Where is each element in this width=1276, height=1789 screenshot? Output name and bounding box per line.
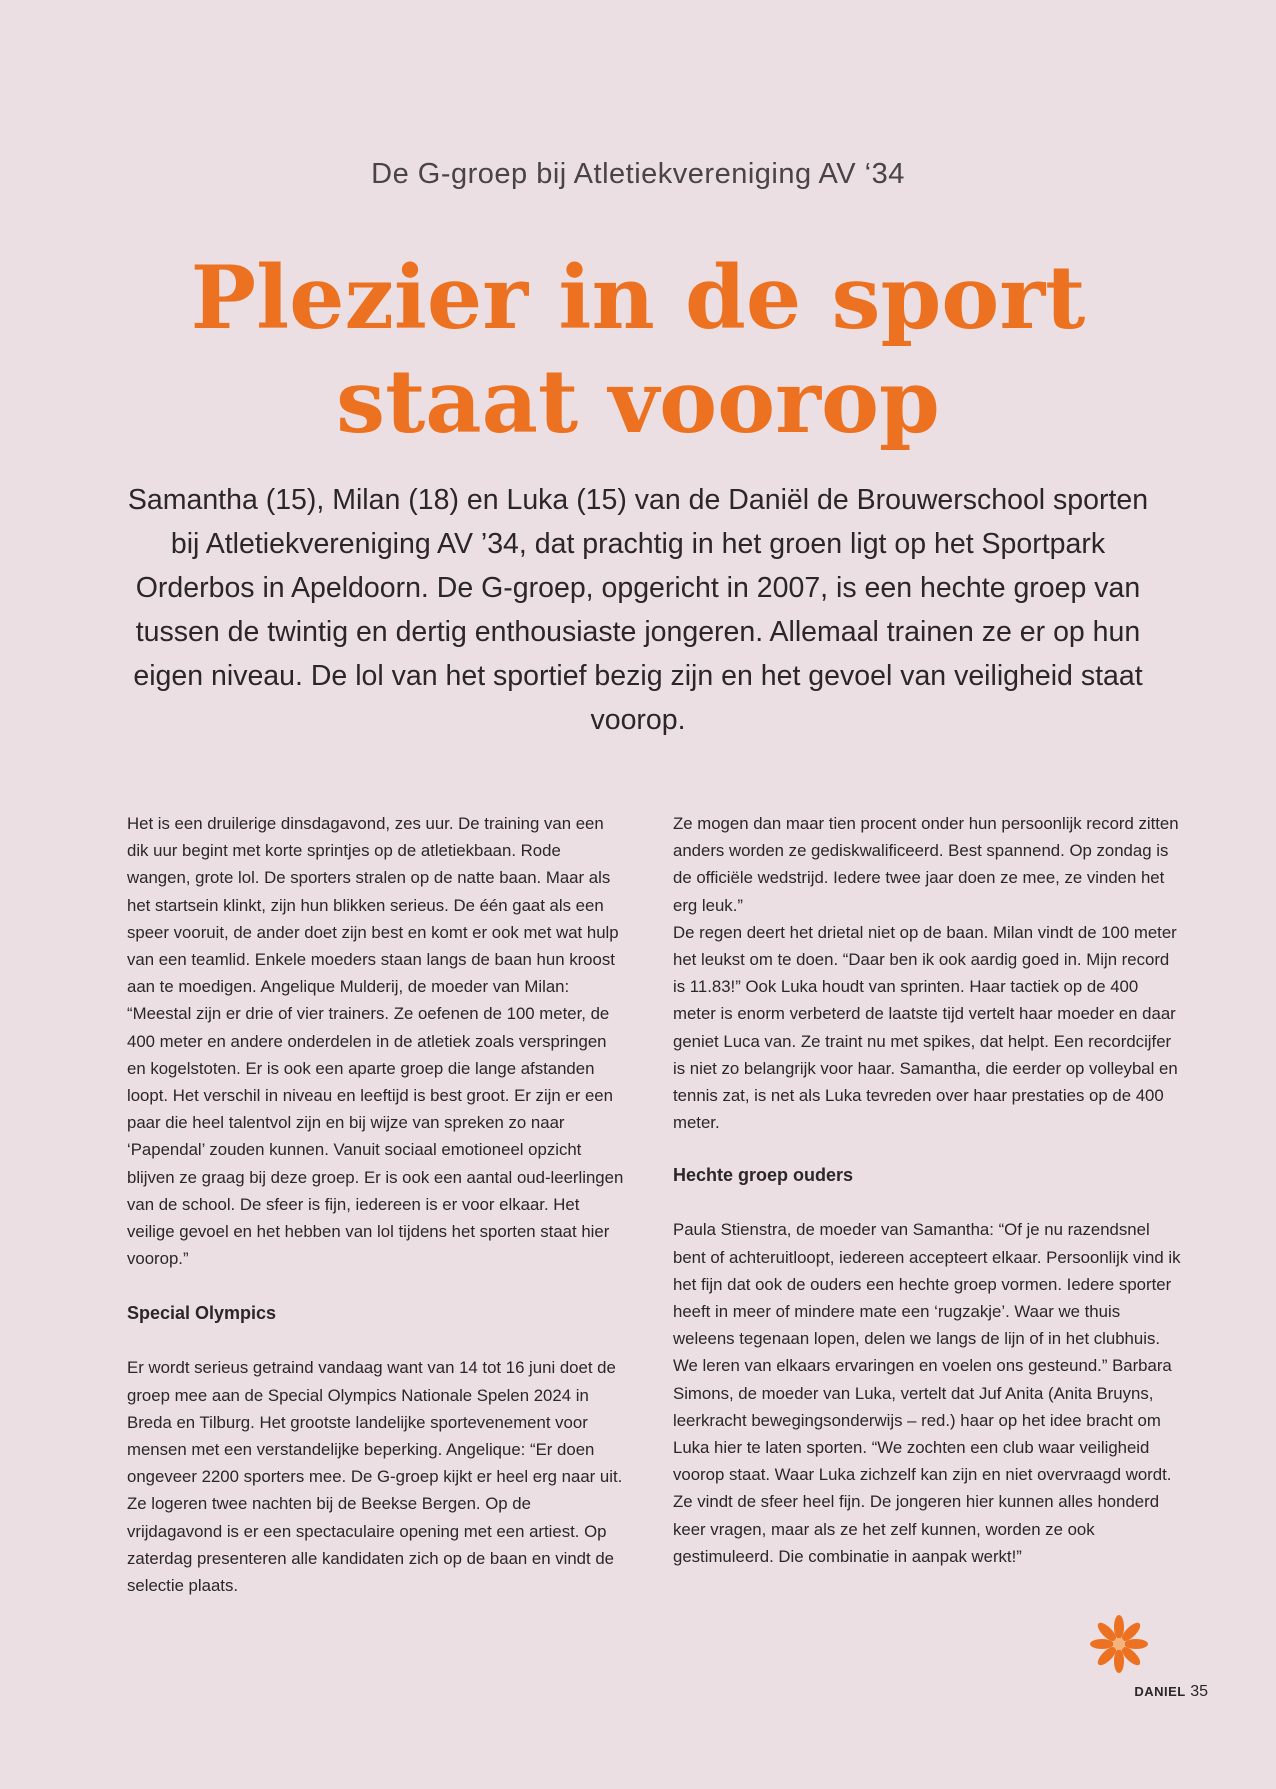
- article-intro: Samantha (15), Milan (18) en Luka (15) van de Daniël de Brouwerschool sporten bij Atletiekvereniging AV ’34, dat prachtig in het groen ligt op het Sportpark Orderbos in Apeldoorn. De G-groep, opgericht in 2007, is een hechte groep van tussen de twintig en dertig enthousiaste jongeren. Allemaal trainen ze er op hun eigen niveau. De lol van het sportief bezig zijn en het gevoel van veiligheid staat voorop.: [127, 484, 1149, 736]
- article-title: [0, 246, 1276, 454]
- body-paragraph: Paula Stienstra, de moeder van Samantha: “Of je nu razendsnel bent of achteruitloopt, iedereen accepteert elkaar. Persoonlijk vind ik het fijn dat ook de ouders een hechte groep vormen. Iedere sporter heeft in meer of mindere mate een ‘rugzakje’. Waar we thuis weleens tegenaan lopen, delen we langs de lijn of in het clubhuis. We leren van elkaars ervaringen en voelen ons gesteund.” Barbara Simons, de moeder van Luka, vertelt dat Juf Anita (Anita Bruyns, leerkracht bewegingsonderwijs – red.) haar op het idee bracht om Luka hier te laten sporten. “We zochten een club waar veiligheid voorop staat. Waar Luka zichzelf kan zijn en niet overvraagd wordt. Ze vindt de sfeer heel fijn. De jongeren hier kunnen alles honderd keer vragen, maar als ze het zelf kunnen, worden ze ook gestimuleerd. Die combinatie in aanpak werkt!”: [673, 1220, 1181, 1566]
- page-footer: [1134, 1683, 1208, 1701]
- article-kicker: De G-groep bij Atletiekvereniging AV ‘34: [371, 158, 905, 190]
- section-heading: Special Olympics: [127, 1303, 277, 1324]
- body-paragraph: De regen deert het drietal niet op de baan. Milan vindt de 100 meter het leukst om te doen. “Daar ben ik ook aardig goed in. Mijn record is 11.83!” Ook Luka houdt van sprinten. Haar tactiek op de 400 meter is enorm verbeterd de laatste tijd vertelt haar moeder en daar geniet Luca van. Ze traint nu met spikes, dat helpt. Een recordcijfer is niet zo belangrijk voor haar. Samantha, die eerder op volleybal en tennis zat, is net als Luka tevreden over haar prestaties op de 400 meter.: [673, 922, 1178, 1133]
- section-heading: Hechte groep ouders: [673, 1165, 854, 1186]
- body-paragraph: Het is een druilerige dinsdagavond, zes uur. De training van een dik uur begint met korte sprintjes op de atletiekbaan. Rode wangen, grote lol. De sporters stralen op de natte baan. Maar als het startsein klinkt, zijn hun blikken serieus. De één gaat als een speer vooruit, de ander doet zijn best en komt er ook met wat hulp van een teamlid. Enkele moeders staan langs de baan hun kroost aan te moedigen. Angelique Mulderij, de moeder van Milan: “Meestal zijn er drie of vier trainers. Ze oefenen de 100 meter, de 400 meter en andere onderdelen in de atletiek zoals verspringen en kogelstoten. Er is ook een aparte groep die lange afstanden loopt. Het verschil in niveau en leeftijd is best groot. Er zijn er een paar die heel talentvol zijn en bij wijze van spreken zo naar ‘Papendal’ zouden kunnen. Vanuit sociaal emotioneel opzicht blijven ze graag bij deze groep. Er is ook een aantal oud-leerlingen van de school. De sfeer is fijn, iedereen is er voor elkaar. Het veilige gevoel en het hebben van lol tijdens het sporten staat hier voorop.”: [127, 814, 624, 1269]
- magazine-name: DANIEL: [1134, 1684, 1186, 1699]
- right-column: [673, 810, 1183, 1570]
- left-column: [127, 810, 627, 1599]
- flower-icon: [1088, 1613, 1150, 1675]
- title-line-1: Plezier in de sport: [190, 246, 1086, 349]
- body-paragraph: Ze mogen dan maar tien procent onder hun persoonlijk record zitten anders worden ze gediskwalificeerd. Best spannend. Op zondag is de officiële wedstrijd. Iedere twee jaar doen ze mee, ze vinden het erg leuk.”: [673, 814, 1179, 915]
- page-number: 35: [1190, 1683, 1208, 1700]
- body-paragraph: Er wordt serieus getraind vandaag want van 14 tot 16 juni doet de groep mee aan de Special Olympics Nationale Spelen 2024 in Breda en Tilburg. Het grootste landelijke sportevenement voor mensen met een verstandelijke beperking. Angelique: “Er doen ongeveer 2200 sporters mee. De G-groep kijkt er heel erg naar uit. Ze logeren twee nachten bij de Beekse Bergen. Op de vrijdagavond is er een spectaculaire opening met een artiest. Op zaterdag presenteren alle kandidaten zich op de baan en vindt de selectie plaats.: [127, 1358, 623, 1596]
- title-line-2: staat voorop: [336, 350, 940, 453]
